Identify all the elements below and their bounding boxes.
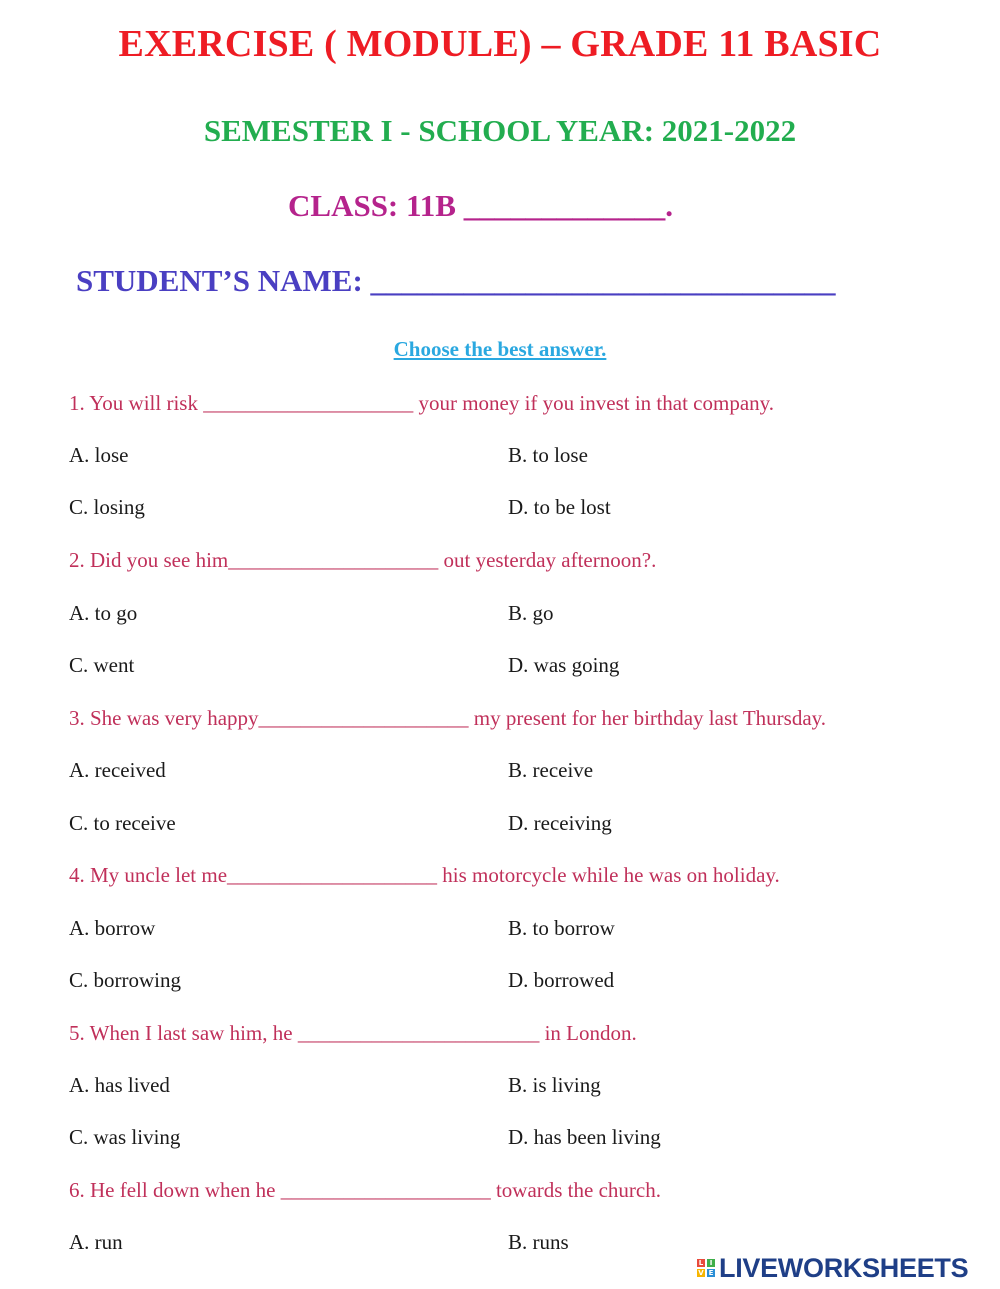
- option-1b[interactable]: B. to lose: [508, 443, 588, 467]
- question-6: 6. He fell down when he ____________________ towards the church.: [69, 1178, 661, 1202]
- option-3b[interactable]: B. receive: [508, 758, 594, 782]
- option-6b[interactable]: B. runs: [508, 1230, 569, 1254]
- option-2b[interactable]: B. go: [508, 601, 554, 625]
- question-3: 3. She was very happy____________________ my present for her birthday last Thursday.: [69, 706, 827, 730]
- student-name-field[interactable]: STUDENT’S NAME: ______________________________: [76, 263, 836, 298]
- option-4c[interactable]: C. borrowing: [69, 968, 181, 992]
- option-6a[interactable]: A. run: [69, 1230, 123, 1254]
- option-3d[interactable]: D. receiving: [508, 811, 612, 835]
- option-1a[interactable]: A. lose: [69, 443, 129, 467]
- logo-blocks-icon: [697, 1259, 715, 1277]
- liveworksheets-logo: [697, 1252, 968, 1284]
- worksheet-title: EXERCISE ( MODULE) – GRADE 11 BASIC: [118, 23, 882, 65]
- question-1: 1. You will risk ____________________ your money if you invest in that company.: [69, 391, 775, 415]
- option-5b[interactable]: B. is living: [508, 1073, 601, 1097]
- logo-block-v: V: [698, 1269, 704, 1277]
- option-4a[interactable]: A. borrow: [69, 916, 156, 940]
- question-2: 2. Did you see him____________________ out yesterday afternoon?.: [69, 548, 657, 572]
- option-2c[interactable]: C. went: [69, 653, 135, 677]
- option-5d[interactable]: D. has been living: [508, 1125, 661, 1149]
- class-field[interactable]: CLASS: 11B _____________.: [288, 188, 673, 223]
- question-4: 4. My uncle let me____________________ his motorcycle while he was on holiday.: [69, 863, 780, 887]
- option-1c[interactable]: C. losing: [69, 495, 145, 519]
- logo-block-l: L: [698, 1259, 704, 1267]
- option-5a[interactable]: A. has lived: [69, 1073, 170, 1097]
- option-3c[interactable]: C. to receive: [69, 811, 176, 835]
- option-3a[interactable]: A. received: [69, 758, 166, 782]
- logo-block-e: E: [708, 1269, 714, 1277]
- option-4d[interactable]: D. borrowed: [508, 968, 615, 992]
- option-2d[interactable]: D. was going: [508, 653, 620, 677]
- logo-block-i: I: [707, 1259, 715, 1267]
- option-4b[interactable]: B. to borrow: [508, 916, 615, 940]
- option-2a[interactable]: A. to go: [69, 601, 138, 625]
- instruction-heading: Choose the best answer.: [393, 337, 607, 361]
- option-1d[interactable]: D. to be lost: [508, 495, 611, 519]
- option-5c[interactable]: C. was living: [69, 1125, 181, 1149]
- semester-line: SEMESTER I - SCHOOL YEAR: 2021-2022: [203, 113, 797, 148]
- question-5: 5. When I last saw him, he _______________________ in London.: [69, 1021, 637, 1045]
- logo-text: LIVEWORKSHEETS: [719, 1252, 969, 1283]
